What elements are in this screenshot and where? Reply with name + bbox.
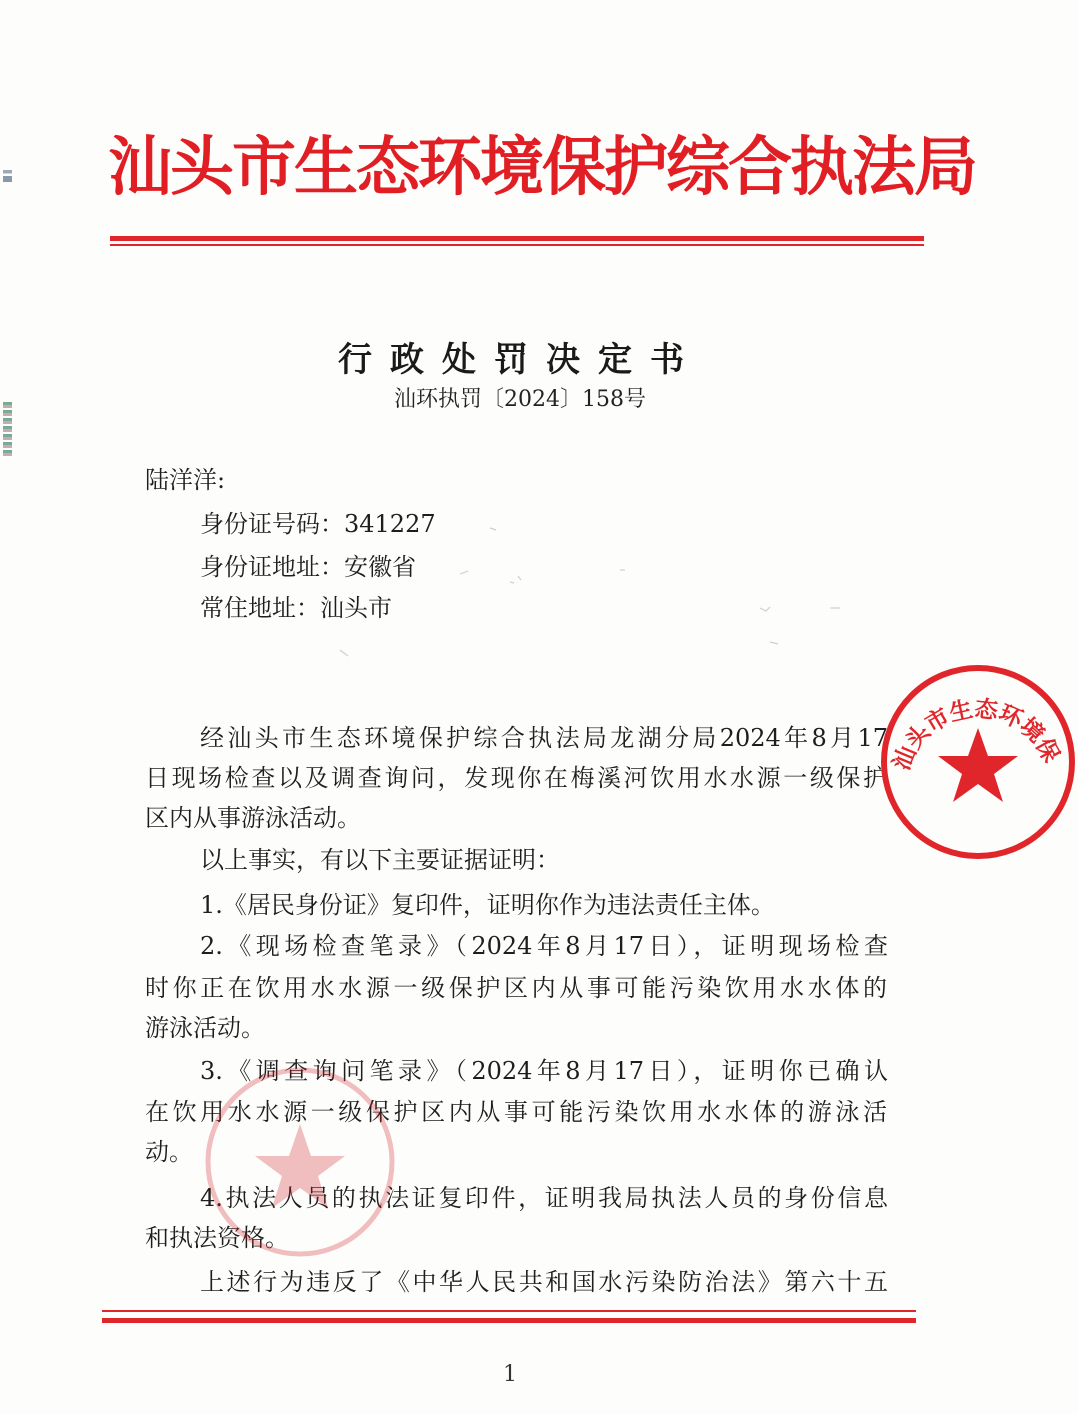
body-line-6: 2.《现场检查笔录》（2024年8月17日），证明现场检查 bbox=[200, 932, 888, 960]
body-line-1: 经汕头市生态环境保护综合执法局龙湖分局2024年8月17 bbox=[200, 724, 888, 752]
redaction-traces bbox=[430, 510, 890, 670]
body-line-12: 4.执法人员的执法证复印件，证明我局执法人员的身份信息 bbox=[200, 1184, 888, 1212]
party-id-number: 身份证号码：341227 bbox=[200, 510, 436, 538]
issuing-authority-title: 汕头市生态环境保护综合执法局 bbox=[108, 131, 976, 205]
body-line-4: 以上事实，有以下主要证据证明： bbox=[200, 846, 560, 874]
party-name: 陆洋洋: bbox=[145, 466, 226, 494]
header-divider-thin bbox=[110, 244, 924, 246]
body-line-2: 日现场检查以及调查询问，发现你在梅溪河饮用水水源一级保护 bbox=[145, 764, 887, 792]
document-title: 行政处罚决定书 bbox=[338, 340, 702, 380]
body-line-13: 和执法资格。 bbox=[145, 1224, 289, 1252]
body-line-5: 1.《居民身份证》复印件，证明你作为违法责任主体。 bbox=[200, 891, 775, 919]
body-line-9: 3.《调查询问笔录》（2024年8月17日），证明你已确认 bbox=[200, 1057, 888, 1085]
body-line-7: 时你正在饮用水水源一级保护区内从事可能污染饮用水水体的 bbox=[145, 974, 887, 1002]
official-seal-icon bbox=[878, 662, 1078, 862]
faded-seal-icon bbox=[200, 1062, 400, 1262]
body-line-14: 上述行为违反了《中华人民共和国水污染防治法》第六十五 bbox=[200, 1268, 888, 1296]
party-id-address: 身份证地址：安徽省 bbox=[200, 553, 416, 581]
body-line-11: 动。 bbox=[145, 1138, 193, 1166]
body-line-8: 游泳活动。 bbox=[145, 1014, 265, 1042]
scan-edge-mark bbox=[3, 170, 12, 182]
page-number: 1 bbox=[503, 1362, 517, 1387]
header-divider bbox=[110, 236, 924, 241]
document-number: 汕环执罚〔2024〕158号 bbox=[394, 387, 646, 412]
seal-text: 汕头市生态环境保 bbox=[888, 696, 1065, 774]
footer-divider-thin bbox=[102, 1310, 916, 1312]
party-residence: 常住地址：汕头市 bbox=[200, 594, 392, 622]
footer-divider bbox=[102, 1318, 916, 1323]
body-line-10: 在饮用水水源一级保护区内从事可能污染饮用水水体的游泳活 bbox=[145, 1098, 887, 1126]
body-line-3: 区内从事游泳活动。 bbox=[145, 804, 361, 832]
